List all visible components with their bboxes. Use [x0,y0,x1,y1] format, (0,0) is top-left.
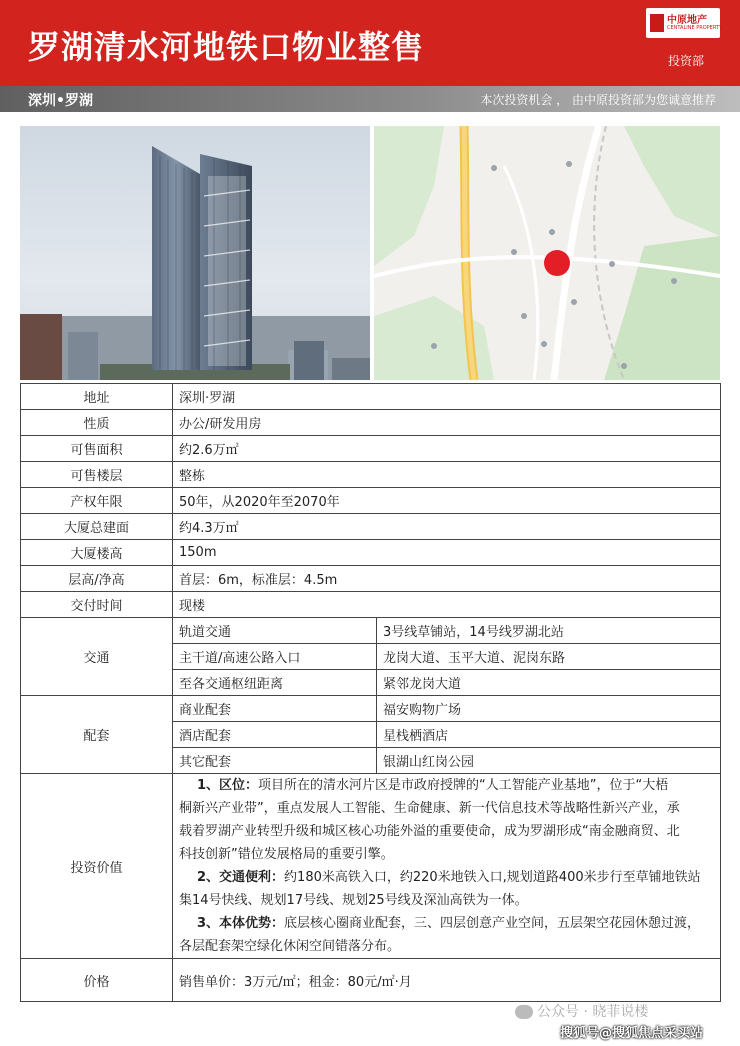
table-row [21,696,721,722]
row-value: 深圳·罗湖 [173,384,721,410]
sohu-watermark: 搜狐号@搜狐焦点采买站 [560,1026,704,1041]
row-label: 层高/净高 [21,566,173,592]
facility-item-name: 其它配套 [173,748,377,774]
row-value: 约4.3万㎡ [173,514,721,540]
table-row [21,540,721,566]
para-3-title: 3、本体优势： [197,916,285,931]
slogan-text: 本次投资机会 ， 由中原投资部为您诚意推荐 [480,93,716,107]
page-title: 罗湖清水河地铁口物业整售 [28,28,425,66]
row-label: 地址 [21,384,173,410]
table-row [21,774,721,959]
investment-label: 投资价值 [21,774,173,959]
table-row [21,384,721,410]
row-value: 整栋 [173,462,721,488]
row-value: 办公/研发用房 [173,410,721,436]
table-row [21,618,721,644]
department-label: 投资部 [667,54,704,68]
wechat-watermark: 公众号 · 晓菲说楼 [515,1001,648,1021]
centaline-logo [646,8,723,38]
para-3-line-2: 各层配套架空绿化休闲空间错落分布。 [179,939,401,954]
row-value: 50年，从2020年至2070年 [173,488,721,514]
subheader-bar [0,86,740,112]
para-1-line-3: 载着罗湖产业转型升级和城区核心功能外溢的重要使命，成为罗湖形成“南金融商贸、北 [179,824,680,839]
table-row [21,959,721,1002]
facility-item-value: 银湖山红岗公园 [377,748,721,774]
row-value: 首层：6m，标准层：4.5m [173,566,721,592]
facility-item-value: 福安购物广场 [377,696,721,722]
traffic-item-value: 紧邻龙岗大道 [377,670,721,696]
row-value: 约2.6万㎡ [173,436,721,462]
traffic-item-name: 轨道交通 [173,618,377,644]
facility-item-name: 酒店配套 [173,722,377,748]
row-label: 可售面积 [21,436,173,462]
table-row [21,436,721,462]
para-1-line-4: 科技创新”错位发展格局的重要引擎。 [179,847,394,862]
traffic-item-value: 龙岗大道、玉平大道、泥岗东路 [377,644,721,670]
logo-mark-icon [650,14,664,32]
row-value: 现楼 [173,592,721,618]
traffic-item-name: 至各交通枢纽距离 [173,670,377,696]
price-value: 销售单价：3万元/㎡；租金：80元/㎡·月 [173,959,721,1002]
row-label: 大厦楼高 [21,540,173,566]
para-1-line-1: 1、区位：项目所在的清水河片区是市政府授牌的“人工智能产业基地”，位于“大梧 [197,778,669,793]
logo-subtext: CENTALINE PROPERTY [667,25,723,31]
table-row [21,488,721,514]
wechat-icon [515,1005,533,1019]
row-label: 性质 [21,410,173,436]
facilities-label: 配套 [21,696,173,774]
traffic-item-name: 主干道/高速公路入口 [173,644,377,670]
row-label: 交付时间 [21,592,173,618]
para-1-title: 1、区位： [197,778,259,793]
region-label: 深圳•罗湖 [28,93,93,109]
price-label: 价格 [21,959,173,1002]
table-row [21,514,721,540]
building-photo [20,126,370,380]
row-label: 产权年限 [21,488,173,514]
facility-item-value: 星栈栖酒店 [377,722,721,748]
para-1-line-2: 桐新兴产业带”，重点发展人工智能、生命健康、新一代信息技术等战略性新兴产业，承 [179,801,680,816]
table-row [21,462,721,488]
table-row [21,592,721,618]
header-banner [0,0,740,86]
traffic-label: 交通 [21,618,173,696]
para-2-line-1: 2、交通便利：约180米高铁入口，约220米地铁入口,规划道路400米步行至草铺地铁站 [197,870,701,885]
para-2-title: 2、交通便利： [197,870,285,885]
row-value: 150m [173,540,721,566]
location-map [374,126,720,380]
row-label: 可售楼层 [21,462,173,488]
investment-value-text [173,774,721,959]
para-3-line-1: 3、本体优势：底层核心圈商业配套，三、四层创意产业空间，五层架空花园休憩过渡， [197,916,701,931]
facility-item-name: 商业配套 [173,696,377,722]
table-row [21,410,721,436]
para-2-line-2: 集14号快线、规划17号线、规划25号线及深汕高铁为一体。 [179,893,528,908]
table-row [21,566,721,592]
property-info-table [20,383,721,1002]
logo-text: 中原地产 [667,15,707,26]
row-label: 大厦总建面 [21,514,173,540]
traffic-item-value: 3号线草铺站，14号线罗湖北站 [377,618,721,644]
